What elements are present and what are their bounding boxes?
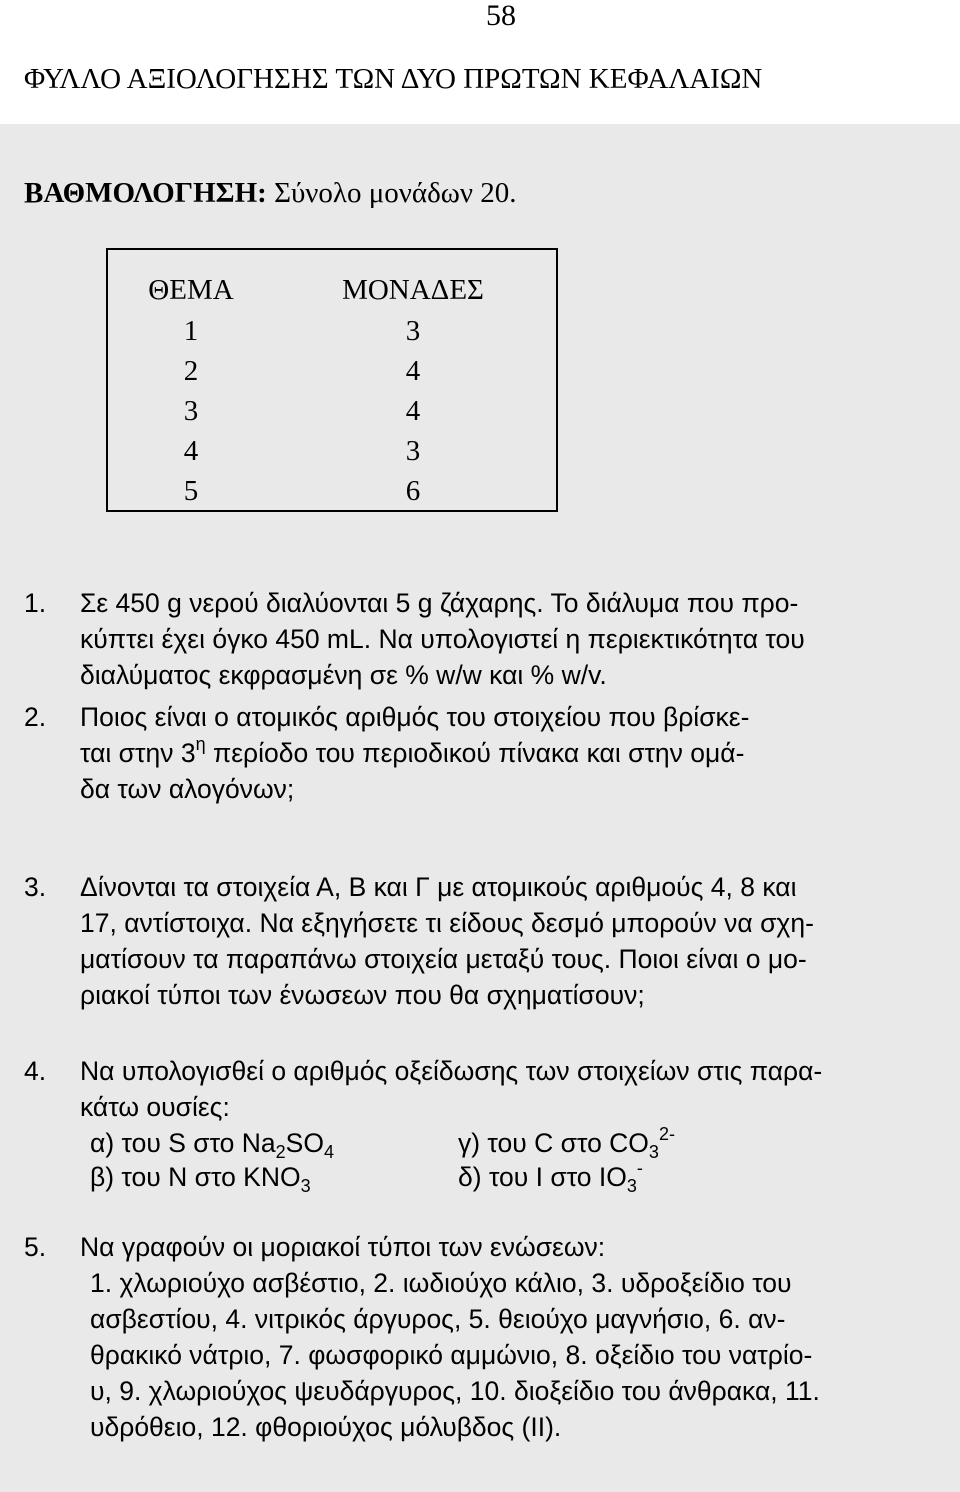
topic-cell: 2 bbox=[183, 355, 199, 387]
grading-text: Σύνολο μονάδων 20. bbox=[266, 177, 517, 209]
points-cell: 4 bbox=[405, 395, 421, 427]
page-title: ΦΥΛΛΟ ΑΞΙΟΛΟΓΗΣΗΣ ΤΩΝ ΔΥΟ ΠΡΩΤΩΝ ΚΕΦΑΛΑΙΩΝ bbox=[24, 63, 763, 95]
item-c bbox=[458, 1126, 675, 1160]
question-line: θρακικό νάτριο, 7. φωσφορικό αμμώνιο, 8. οξείδιο του νατρίο- bbox=[90, 1340, 813, 1370]
score-table bbox=[106, 248, 558, 512]
points-cell: 3 bbox=[405, 435, 421, 467]
subscript: 3 bbox=[300, 1176, 311, 1196]
ordinal-superscript: η bbox=[195, 734, 206, 754]
question-number: 5. bbox=[24, 1232, 47, 1262]
question-line: 17, αντίστοιχα. Να εξηγήσετε τι είδους δεσμό μπορούν να σχη- bbox=[80, 908, 814, 938]
question-line bbox=[80, 736, 744, 770]
question-line: ριακοί τύποι των ένωσεων που θα σχηματίσουν; bbox=[80, 980, 645, 1010]
item-text: δ) του I στο IO bbox=[458, 1162, 627, 1192]
table-row bbox=[108, 351, 556, 391]
item-text: γ) του C στο CO bbox=[458, 1128, 649, 1158]
question-line: δα των αλογόνων; bbox=[80, 774, 295, 804]
topic-cell: 1 bbox=[183, 315, 199, 347]
topic-cell: 3 bbox=[183, 395, 199, 427]
points-cell: 6 bbox=[405, 475, 421, 507]
charge-superscript: 2- bbox=[658, 1124, 675, 1144]
points-cell: 3 bbox=[405, 315, 421, 347]
item-d bbox=[458, 1160, 643, 1194]
question-number: 4. bbox=[24, 1056, 47, 1086]
subscript: 3 bbox=[626, 1176, 637, 1196]
question-line: υδρόθειο, 12. φθοριούχος μόλυβδος (ΙΙ). bbox=[90, 1412, 562, 1442]
subscript: 2 bbox=[275, 1142, 286, 1162]
question-line: κύπτει έχει όγκο 450 mL. Να υπολογιστεί η περιεκτικότητα του bbox=[80, 624, 805, 654]
subscript: 4 bbox=[323, 1142, 334, 1162]
table-row bbox=[108, 431, 556, 471]
question-line: Ποιος είναι ο ατομικός αριθμός του στοιχείου που βρίσκε- bbox=[80, 702, 750, 732]
question-line: Σε 450 g νερού διαλύονται 5 g ζάχαρης. Το διάλυμα που προ- bbox=[80, 588, 799, 618]
question-number: 2. bbox=[24, 702, 47, 732]
topic-cell: 5 bbox=[183, 475, 199, 507]
question-line: Να γραφούν οι μοριακοί τύποι των ενώσεων: bbox=[80, 1232, 606, 1262]
question-line: κάτω ουσίες: bbox=[80, 1092, 230, 1122]
question-line: διαλύματος εκφρασμένη σε % w/w και % w/v. bbox=[80, 660, 607, 690]
table-row bbox=[108, 391, 556, 431]
item-text: β) του N στο KNO bbox=[90, 1162, 301, 1192]
header-points: ΜΟΝΑΔΕΣ bbox=[342, 274, 484, 306]
grading-label: ΒΑΘΜΟΛΟΓΗΣΗ: bbox=[24, 177, 267, 209]
table-row bbox=[108, 471, 556, 511]
grading-line bbox=[24, 176, 516, 210]
topic-cell: 4 bbox=[183, 435, 199, 467]
question-line: υ, 9. χλωριούχος ψευδάργυρος, 10. διοξείδιο του άνθρακα, 11. bbox=[90, 1376, 820, 1406]
question-line: ματίσουν τα παραπάνω στοιχεία μεταξύ τους. Ποιοι είναι ο μο- bbox=[80, 944, 807, 974]
item-text: SO bbox=[285, 1128, 324, 1158]
score-table-header bbox=[108, 270, 556, 310]
page-number: 58 bbox=[486, 0, 516, 32]
line-part: περίοδο του περιοδικού πίνακα και στην ομά- bbox=[205, 738, 745, 768]
subscript: 3 bbox=[648, 1142, 659, 1162]
line-part: ται στην 3 bbox=[80, 738, 196, 768]
question-line: 1. χλωριούχο ασβέστιο, 2. ιωδιούχο κάλιο, 3. υδροξείδιο του bbox=[90, 1268, 792, 1298]
table-row bbox=[108, 311, 556, 351]
item-text: α) του S στο Na bbox=[90, 1128, 276, 1158]
question-line: Να υπολογισθεί ο αριθμός οξείδωσης των στοιχείων στις παρα- bbox=[80, 1056, 823, 1086]
question-number: 1. bbox=[24, 588, 47, 618]
question-line: ασβεστίου, 4. νιτρικός άργυρος, 5. θειούχο μαγνήσιο, 6. αν- bbox=[90, 1304, 786, 1334]
question-line: Δίνονται τα στοιχεία Α, Β και Γ με ατομικούς αριθμούς 4, 8 και bbox=[80, 872, 797, 902]
points-cell: 4 bbox=[405, 355, 421, 387]
item-a bbox=[90, 1126, 334, 1160]
header-topic: ΘΕΜΑ bbox=[148, 274, 234, 306]
question-number: 3. bbox=[24, 872, 47, 902]
charge-superscript: - bbox=[636, 1158, 643, 1178]
item-b bbox=[90, 1160, 311, 1194]
